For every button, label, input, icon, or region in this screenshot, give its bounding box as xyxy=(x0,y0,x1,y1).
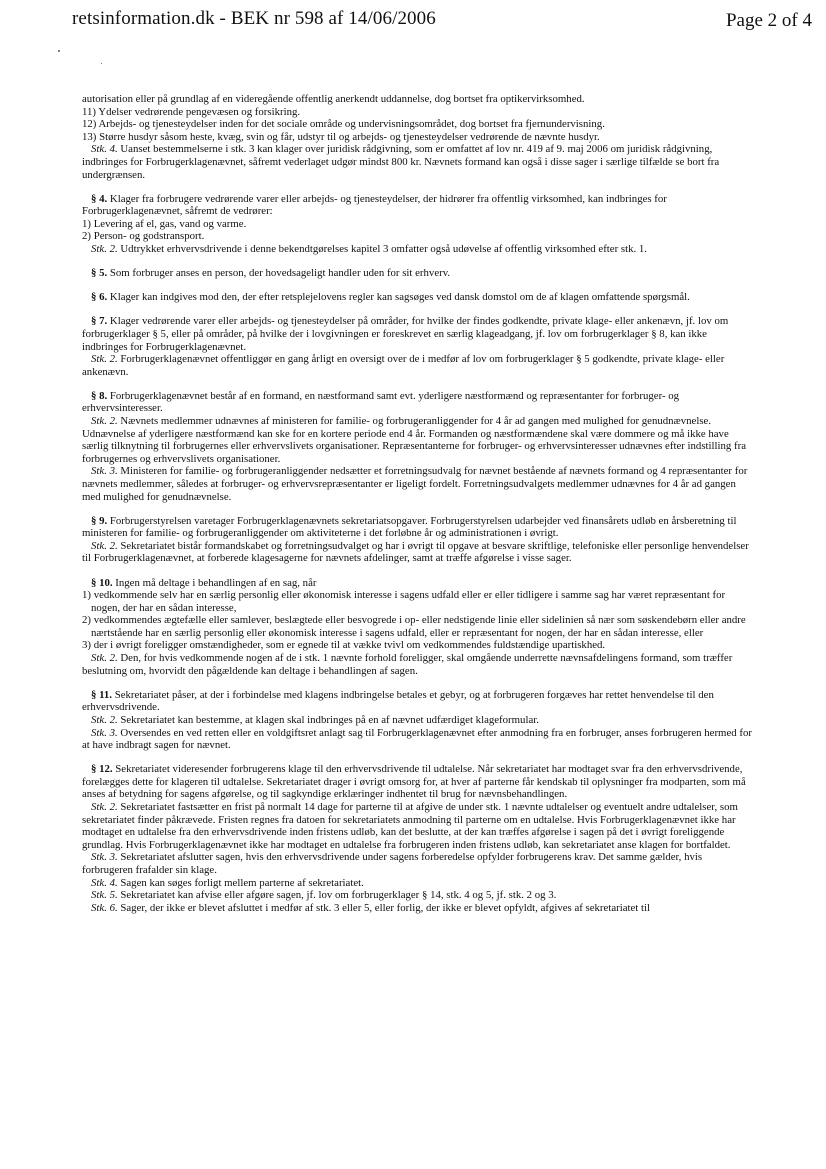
body-text: Udtrykket erhvervsdrivende i denne bekendtgørelses kapitel 3 omfatter også udøvelse af offentlig virksomhed efter stk. 1. xyxy=(117,243,647,256)
paragraph-number: § 7. xyxy=(91,315,108,328)
subsection xyxy=(82,889,754,902)
paragraph-section xyxy=(82,689,754,714)
subsection xyxy=(82,877,754,890)
text-line xyxy=(82,218,754,231)
paragraph-number: § 4. xyxy=(91,192,108,205)
text-line xyxy=(82,106,754,119)
body-text: Oversendes en ved retten eller en voldgiftsret anlagt sag til Forbrugerklagenævnet efter anmodning fra en forbruger, anses forbrugeren hermed for at have indbragt sagen for nævnet. xyxy=(82,726,752,752)
body-text: Sekretariatet fastsætter en frist på normalt 14 dage for parterne til at afgive de under stk. 1 nævnte udtalelser og eventuelt andre udtalelser, som sekretariatet finder påkrævede. Fristen regnes fra datoen for sekretariatets anmodning til parterne om en udtalelse. Hvis Forbrugerklagenævnet ikke har modtaget en udtalelse fra den erhvervsdrivende inden fristens udløb, kan det beslutte, at der kan træffes afgørelse i sagen på det i øvrigt foreliggende grundlag. Hvis Forbrugerklagenævnet ikke har modtaget en udtalelse fra forbrugeren inden fristens udløb, kan sekretariatet anse klagen for bortfaldet. xyxy=(82,801,738,851)
body-text: Ingen må deltage i behandlingen af en sag, når xyxy=(112,576,317,589)
subsection xyxy=(82,902,754,915)
subsection-label: Stk. 4. xyxy=(91,876,118,889)
body-text: Sagen kan søges forligt mellem parterne af sekretariatet. xyxy=(117,876,364,889)
subsection xyxy=(82,727,754,752)
section-block xyxy=(82,193,754,256)
paragraph-number: § 6. xyxy=(91,291,108,304)
subsection xyxy=(82,465,754,503)
paragraph-section xyxy=(82,577,754,590)
body-text: Sekretariatet påser, at der i forbindelse med klagens indbringelse betales et gebyr, og at forbrugeren forgæves har rettet henvendelse til den erhvervsdrivende. xyxy=(82,688,714,714)
body-text: Ministeren for familie- og forbrugeranliggender nedsætter et forretningsudvalg for nævnet bestående af nævnets formand og 4 repræsentanter for nævnets medlemmer, således at forbruger- og erhvervsrepræsentanter er ligeligt fordelt. Forretningsudvalgets medlemmer udnævnes for 4 år ad gangen med mulighed for genudnævnelse. xyxy=(82,465,748,503)
body-text: Klager fra forbrugere vedrørende varer eller arbejds- og tjenesteydelser, der hidrører fra offentlig virksomhed, kan indbringes for Forbrugerklagenævnet, såfremt de vedrører: xyxy=(82,192,667,218)
subsection-label: Stk. 4. xyxy=(91,143,118,156)
body-text: 13) Større husdyr såsom heste, kvæg, svin og får, udstyr til og arbejds- og tjenesteydelser vedrørende de nævnte husdyr. xyxy=(82,130,600,143)
body-text: Sekretariatet afslutter sagen, hvis den erhvervsdrivende under sagens forberedelse opfylder forbrugerens krav. Det samme gælder, hvis forbrugeren frafalder sin klage. xyxy=(82,851,703,876)
section-block xyxy=(82,291,754,304)
text-line xyxy=(82,131,754,144)
paragraph-section xyxy=(82,763,754,801)
body-text: Som forbruger anses en person, der hovedsageligt handler uden for sit erhverv. xyxy=(107,267,451,280)
subsection xyxy=(82,243,754,256)
body-text: Sager, der ikke er blevet afsluttet i medfør af stk. 3 eller 5, eller forlig, der ikke er blevet opfyldt, afgives af sekretariatet til xyxy=(117,901,650,914)
page-header-source: retsinformation.dk - BEK nr 598 af 14/06/2006 xyxy=(72,8,436,29)
subsection xyxy=(82,415,754,465)
body-text: 3) der i øvrigt foreligger omstændigheder, som er egnede til at vække tvivl om vedkommendes fuldstændige upartiskhed. xyxy=(82,639,606,652)
subsection-label: Stk. 2. xyxy=(91,353,118,366)
body-text: 1) Levering af el, gas, vand og varme. xyxy=(82,217,247,230)
section-block xyxy=(82,689,754,752)
subsection-label: Stk. 2. xyxy=(91,414,118,427)
paragraph-section xyxy=(82,390,754,415)
section-block xyxy=(82,267,754,280)
body-text: Forbrugerklagenævnet offentliggør en gang årligt en oversigt over de i medfør af lov om forbrugerklager § 5 godkendte, private klage- eller ankenævn. xyxy=(82,353,725,378)
subsection-label: Stk. 2. xyxy=(91,539,118,552)
body-text: Den, for hvis vedkommende nogen af de i stk. 1 nævnte forhold foreligger, skal omgående underrette nævnsafdelingens formand, som træffer beslutning om, hvorvidt den pågældende kan deltage i behandlingen af sagen. xyxy=(82,652,733,677)
paragraph-number: § 9. xyxy=(91,514,108,527)
subsection-label: Stk. 2. xyxy=(91,243,118,256)
paragraph-number: § 10. xyxy=(91,576,113,589)
body-text: 2) Person- og godstransport. xyxy=(82,230,205,243)
subsection-label: Stk. 5. xyxy=(91,889,118,902)
subsection xyxy=(82,652,754,677)
subsection-label: Stk. 2. xyxy=(91,713,118,726)
body-text: Sekretariatet kan bestemme, at klagen skal indbringes på en af nævnet udfærdiget klageformular. xyxy=(117,713,539,726)
list-item xyxy=(82,614,754,639)
subsection-label: Stk. 3. xyxy=(91,726,118,739)
text-line xyxy=(82,230,754,243)
subsection xyxy=(82,851,754,876)
page-number: Page 2 of 4 xyxy=(725,10,812,31)
subsection xyxy=(82,353,754,378)
list-item xyxy=(82,639,754,652)
paragraph-number: § 8. xyxy=(91,389,108,402)
section-block xyxy=(82,515,754,565)
body-text: 1) vedkommende selv har en særlig personlig eller økonomisk interesse i sagens udfald eller er eller tidligere i samme sag har været repræsentant for nogen, der har en sådan interesse, xyxy=(82,589,726,614)
subsection xyxy=(82,540,754,565)
subsection xyxy=(82,143,754,181)
paragraph-number: § 11. xyxy=(91,688,112,701)
section-block xyxy=(82,390,754,503)
section-block xyxy=(82,315,754,378)
paragraph-number: § 12. xyxy=(91,763,113,776)
body-text: Nævnets medlemmer udnævnes af ministeren for familie- og forbrugeranliggender for 4 år ad gangen med mulighed for genudnævnelse. Udnævnelse af yderligere næstformænd kan ske for en kortere periode end 4 år. Formanden og næstformændene skal være dommere og må ikke have særlig tilknytning til forbrugernes eller erhvervslivets organisationer. Repræsentanterne for forbruger- og erhvervsinteresser udnævnes efter indstilling fra forbrugernes og erhvervslivets organisationer. xyxy=(82,414,747,465)
body-text: Klager kan indgives mod den, der efter retsplejelovens regler kan sagsøges ved dansk domstol om de af klagen omfattende spørgsmål. xyxy=(107,291,690,304)
paragraph-number: § 5. xyxy=(91,267,108,280)
body-text: Forbrugerstyrelsen varetager Forbrugerklagenævnets sekretariatsopgaver. Forbrugerstyrelsen udarbejder ved finansårets udløb en årsberetning til ministeren for familie- og forbrugeranliggender om aktiviteterne i det forløbne år og administrationen i øvrigt. xyxy=(82,514,737,540)
text-line xyxy=(82,118,754,131)
subsection-label: Stk. 2. xyxy=(91,801,118,813)
paragraph-section xyxy=(82,267,754,280)
subsection-label: Stk. 6. xyxy=(91,901,118,914)
body-text: 12) Arbejds- og tjenesteydelser inden for det sociale område og undervisningsområdet, dog bortset fra fjernundervisning. xyxy=(82,118,605,131)
subsection-label: Stk. 3. xyxy=(91,465,118,478)
section-block xyxy=(82,577,754,678)
subsection xyxy=(82,714,754,727)
body-text: Klager vedrørende varer eller arbejds- og tjenesteydelser på områder, for hvilke der findes godkendte, private klage- eller ankenævn, jf. lov om forbrugerklager § 5, eller på områder, på hvilke der i lovgivningen er foreskrevet en særlig klageadgang, jf. lov om forbrugerklager § 8, kan ikke indbringes for Forbrugerklagenævnet. xyxy=(82,315,729,353)
body-text: Sekretariatet kan afvise eller afgøre sagen, jf. lov om forbrugerklager § 14, stk. 4 og 5, jf. stk. 2 og 3. xyxy=(117,889,557,902)
body-text: 11) Ydelser vedrørende pengevæsen og forsikring. xyxy=(82,105,301,118)
body-text: autorisation eller på grundlag af en videregående offentlig anerkendt uddannelse, dog bortset fra optikervirksomhed. xyxy=(82,93,585,105)
subsection xyxy=(82,801,754,851)
paragraph-section xyxy=(82,193,754,218)
section-block xyxy=(82,93,754,181)
body-text: Uanset bestemmelserne i stk. 3 kan klager over juridisk rådgivning, som er omfattet af lov nr. 419 af 9. maj 2006 om juridisk rådgivning, indbringes for Forbrugerklagenævnet, såfremt vederlaget udgør mindst 800 kr. Nævnets formand kan også i disse sager i særlige tilfælde se bort fra undergrænsen. xyxy=(82,143,720,181)
paragraph-section xyxy=(82,315,754,353)
paragraph-section xyxy=(82,515,754,540)
document-body xyxy=(82,93,754,914)
body-text: 2) vedkommendes ægtefælle eller samlever, beslægtede eller besvogrede i op- eller nedstigende linie eller sidelinien så nær som søskendebørn eller andre nærtstående har en særlig personlig eller økonomisk interesse i sagens udfald, eller er repræsentant for nogen, der har en sådan interesse, eller xyxy=(82,614,746,639)
section-block xyxy=(82,763,754,914)
body-text: Sekretariatet bistår formandskabet og forretningsudvalget og har i øvrigt til opgave at besvare skriftlige, telefoniske eller personlige henvendelser til Forbrugerklagenævnet, at forberede klagesagerne for nævnets afdelinger, samt at træffe afgørelse i visse sager. xyxy=(82,539,749,565)
subsection-label: Stk. 3. xyxy=(91,851,118,864)
body-text: Forbrugerklagenævnet består af en formand, en næstformand samt evt. yderligere næstformænd og repræsentanter for forbruger- og erhvervsinteresser. xyxy=(82,389,680,415)
scan-speck xyxy=(101,63,102,64)
subsection-label: Stk. 2. xyxy=(91,652,118,665)
body-text: Sekretariatet videresender forbrugerens klage til den erhvervsdrivende til udtalelse. Når sekretariatet har modtaget svar fra den erhvervsdrivende, forelægges dette for klageren til udtalelse. Sekretariatet drager i øvrigt omsorg for, at hver af parterne får kendskab til oplysninger fra modparten, som må anses af betydning for sagens afgørelse, og til sagkyndige erklæringer indhentet til brug for nævnsbehandlingen. xyxy=(82,763,746,801)
paragraph-section xyxy=(82,291,754,304)
list-item xyxy=(82,589,754,614)
scan-speck xyxy=(58,50,60,52)
text-line xyxy=(82,93,754,106)
